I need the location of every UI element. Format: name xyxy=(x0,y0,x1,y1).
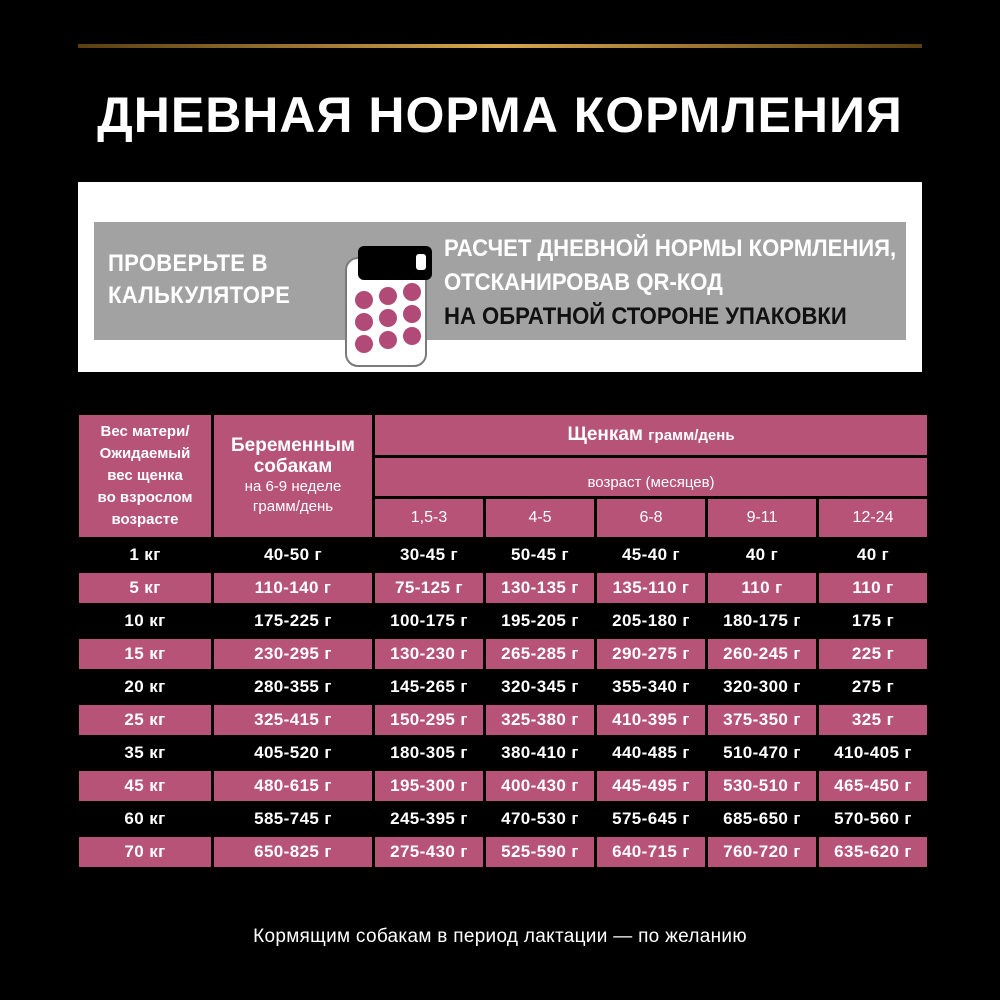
header-age-col-5: 12-24 xyxy=(819,499,927,537)
calculator-band xyxy=(94,222,906,340)
header-mother-weight xyxy=(79,415,211,537)
cell-p1: 245-395 г xyxy=(375,804,483,834)
cell-p2: 470-530 г xyxy=(486,804,594,834)
calculator-instruction-line-3: НА ОБРАТНОЙ СТОРОНЕ УПАКОВКИ xyxy=(444,303,847,330)
cell-p2: 320-345 г xyxy=(486,672,594,702)
cell-p2: 400-430 г xyxy=(486,771,594,801)
header-pregnant-line-4: грамм/день xyxy=(252,498,334,515)
cell-weight: 15 кг xyxy=(79,639,211,669)
table-row xyxy=(79,639,927,669)
cell-p1: 75-125 г xyxy=(375,573,483,603)
calculator-instruction-line-1: РАСЧЕТ ДНЕВНОЙ НОРМЫ КОРМЛЕНИЯ, xyxy=(444,235,897,262)
header-pregnant-line-3: на 6-9 неделе xyxy=(244,478,342,495)
calculator-instruction-line-2: ОТСКАНИРОВАВ QR-КОД xyxy=(444,269,723,296)
cell-pregnant: 325-415 г xyxy=(214,705,372,735)
cell-p1: 275-430 г xyxy=(375,837,483,867)
header-age: возраст (месяцев) xyxy=(375,458,927,496)
calculator-banner xyxy=(78,182,922,372)
cell-p2: 265-285 г xyxy=(486,639,594,669)
cell-pregnant: 175-225 г xyxy=(214,606,372,636)
footnote: Кормящим собакам в период лактации — по желанию xyxy=(253,926,747,947)
header-mother-line-1: Вес матери/ xyxy=(100,423,190,440)
cell-p2: 50-45 г xyxy=(486,540,594,570)
cell-p1: 100-175 г xyxy=(375,606,483,636)
table-row xyxy=(79,804,927,834)
header-mother-line-2: Ожидаемый xyxy=(99,445,191,462)
cell-p5: 110 г xyxy=(819,573,927,603)
calculator-check-text xyxy=(108,248,292,312)
cell-weight: 60 кг xyxy=(79,804,211,834)
cell-pregnant: 110-140 г xyxy=(214,573,372,603)
cell-pregnant: 405-520 г xyxy=(214,738,372,768)
cell-p2: 195-205 г xyxy=(486,606,594,636)
table-row xyxy=(79,738,927,768)
cell-p5: 635-620 г xyxy=(819,837,927,867)
table-row xyxy=(79,771,927,801)
cell-p3: 640-715 г xyxy=(597,837,705,867)
cell-pregnant: 280-355 г xyxy=(214,672,372,702)
header-pregnant-line-2: собакам xyxy=(253,456,333,477)
table-row xyxy=(79,606,927,636)
table-row xyxy=(79,573,927,603)
cell-p1: 150-295 г xyxy=(375,705,483,735)
calculator-check-line-1: ПРОВЕРЬТЕ В xyxy=(108,250,268,277)
header-age-col-3: 6-8 xyxy=(597,499,705,537)
calculator-icon xyxy=(340,244,436,374)
cell-p2: 525-590 г xyxy=(486,837,594,867)
cell-weight: 45 кг xyxy=(79,771,211,801)
cell-weight: 10 кг xyxy=(79,606,211,636)
cell-pregnant: 40-50 г xyxy=(214,540,372,570)
cell-p4: 40 г xyxy=(708,540,816,570)
cell-p4: 530-510 г xyxy=(708,771,816,801)
cell-p4: 320-300 г xyxy=(708,672,816,702)
table-row xyxy=(79,705,927,735)
cell-p2: 380-410 г xyxy=(486,738,594,768)
header-puppies-label: Щенкам xyxy=(567,424,643,445)
cell-p5: 410-405 г xyxy=(819,738,927,768)
cell-p1: 180-305 г xyxy=(375,738,483,768)
cell-weight: 1 кг xyxy=(79,540,211,570)
header-pregnant xyxy=(214,415,372,537)
cell-p3: 410-395 г xyxy=(597,705,705,735)
cell-weight: 70 кг xyxy=(79,837,211,867)
header-age-col-1: 1,5-3 xyxy=(375,499,483,537)
cell-p3: 440-485 г xyxy=(597,738,705,768)
cell-p5: 225 г xyxy=(819,639,927,669)
cell-p5: 325 г xyxy=(819,705,927,735)
cell-weight: 35 кг xyxy=(79,738,211,768)
cell-p5: 275 г xyxy=(819,672,927,702)
cell-p3: 135-110 г xyxy=(597,573,705,603)
calculator-check-line-2: КАЛЬКУЛЯТОРЕ xyxy=(108,282,291,309)
cell-p3: 445-495 г xyxy=(597,771,705,801)
table-row xyxy=(79,540,927,570)
cell-p4: 375-350 г xyxy=(708,705,816,735)
cell-p4: 260-245 г xyxy=(708,639,816,669)
feeding-table xyxy=(76,412,930,870)
header-pregnant-line-1: Беременным xyxy=(230,435,355,456)
cell-p1: 130-230 г xyxy=(375,639,483,669)
cell-pregnant: 230-295 г xyxy=(214,639,372,669)
cell-p4: 180-175 г xyxy=(708,606,816,636)
cell-weight: 20 кг xyxy=(79,672,211,702)
table-row xyxy=(79,672,927,702)
cell-p3: 205-180 г xyxy=(597,606,705,636)
cell-p5: 570-560 г xyxy=(819,804,927,834)
header-age-col-4: 9-11 xyxy=(708,499,816,537)
cell-p2: 325-380 г xyxy=(486,705,594,735)
cell-weight: 25 кг xyxy=(79,705,211,735)
page-title: ДНЕВНАЯ НОРМА КОРМЛЕНИЯ xyxy=(97,87,903,143)
cell-p5: 465-450 г xyxy=(819,771,927,801)
gold-divider xyxy=(78,44,922,48)
cell-p3: 575-645 г xyxy=(597,804,705,834)
table-row xyxy=(79,837,927,867)
header-mother-line-4: во взрослом xyxy=(97,489,193,506)
cell-p1: 30-45 г xyxy=(375,540,483,570)
cell-p4: 760-720 г xyxy=(708,837,816,867)
cell-p1: 145-265 г xyxy=(375,672,483,702)
cell-p4: 110 г xyxy=(708,573,816,603)
cell-pregnant: 480-615 г xyxy=(214,771,372,801)
cell-p4: 685-650 г xyxy=(708,804,816,834)
header-mother-line-5: возрасте xyxy=(111,511,179,528)
cell-pregnant: 650-825 г xyxy=(214,837,372,867)
cell-p4: 510-470 г xyxy=(708,738,816,768)
cell-p5: 40 г xyxy=(819,540,927,570)
header-puppies xyxy=(375,415,927,455)
header-age-col-2: 4-5 xyxy=(486,499,594,537)
table-body xyxy=(79,540,927,867)
header-puppies-unit: грамм/день xyxy=(648,427,735,444)
cell-p3: 290-275 г xyxy=(597,639,705,669)
cell-p3: 45-40 г xyxy=(597,540,705,570)
cell-weight: 5 кг xyxy=(79,573,211,603)
cell-p1: 195-300 г xyxy=(375,771,483,801)
cell-p3: 355-340 г xyxy=(597,672,705,702)
calculator-instruction-text xyxy=(444,232,897,334)
header-mother-line-3: вес щенка xyxy=(107,467,183,484)
cell-p2: 130-135 г xyxy=(486,573,594,603)
cell-pregnant: 585-745 г xyxy=(214,804,372,834)
cell-p5: 175 г xyxy=(819,606,927,636)
